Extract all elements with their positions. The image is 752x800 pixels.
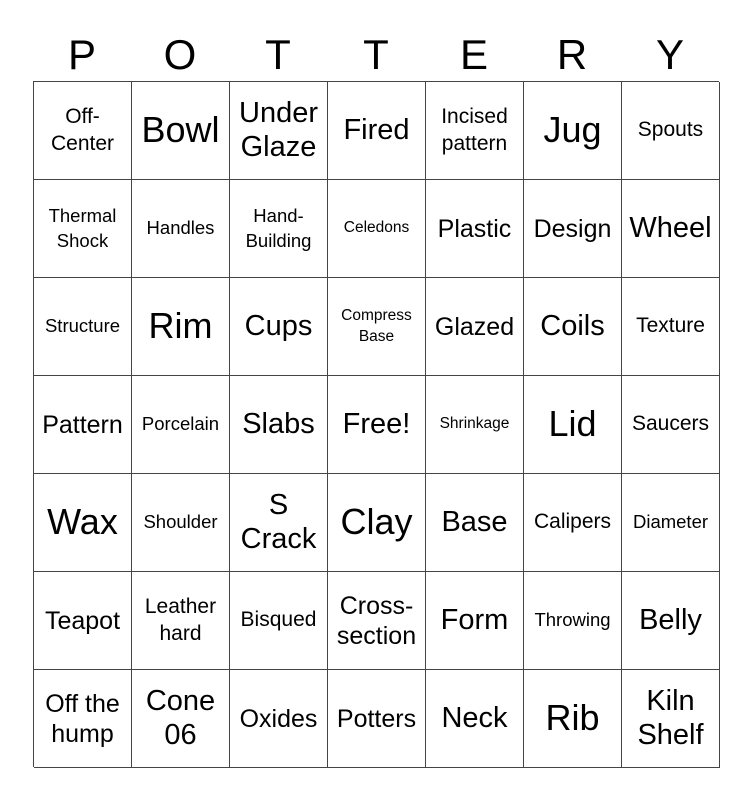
- bingo-cell: [328, 278, 426, 376]
- bingo-cell: [230, 572, 328, 670]
- bingo-cell: [524, 82, 622, 180]
- cell-text: Cups: [244, 309, 313, 342]
- bingo-cell: [328, 376, 426, 474]
- cell-text: Pattern: [42, 410, 123, 439]
- cell-text: Compress Base: [341, 307, 412, 345]
- bingo-cell: [328, 572, 426, 670]
- cell-text: Diameter: [632, 511, 709, 533]
- bingo-cell: [524, 670, 622, 768]
- cell-text: Spouts: [637, 118, 704, 142]
- cell-text: Base: [441, 505, 508, 538]
- cell-text: Jug: [543, 109, 602, 151]
- bingo-header: [33, 30, 719, 80]
- cell-text: Bisqued: [240, 608, 317, 632]
- cell-text: Calipers: [533, 510, 612, 534]
- bingo-cell: [34, 474, 132, 572]
- bingo-cell: [426, 82, 524, 180]
- bingo-cell: [426, 474, 524, 572]
- bingo-cell: [132, 474, 230, 572]
- bingo-cell: [34, 572, 132, 670]
- cell-text: Potters: [336, 704, 417, 733]
- bingo-cell: [524, 376, 622, 474]
- bingo-cell: [328, 82, 426, 180]
- bingo-cell: [230, 180, 328, 278]
- bingo-cell: [34, 278, 132, 376]
- bingo-board: [33, 81, 719, 767]
- cell-text: Handles: [146, 217, 215, 239]
- cell-text: Kiln Shelf: [637, 685, 704, 751]
- bingo-cell: [34, 670, 132, 768]
- bingo-cell: [622, 376, 720, 474]
- cell-text: Porcelain: [141, 413, 220, 435]
- cell-text: Belly: [639, 603, 702, 636]
- cell-text: Rib: [545, 697, 600, 739]
- bingo-cell: [426, 376, 524, 474]
- bingo-cell: [524, 572, 622, 670]
- cell-text: Clay: [340, 501, 413, 543]
- cell-text: Fired: [343, 113, 410, 146]
- bingo-cell: [622, 572, 720, 670]
- bingo-cell: [132, 670, 230, 768]
- cell-text: Celedons: [343, 219, 410, 237]
- bingo-cell: [426, 278, 524, 376]
- bingo-cell: [230, 474, 328, 572]
- bingo-cell: [230, 670, 328, 768]
- bingo-cell: [132, 376, 230, 474]
- cell-text: Oxides: [239, 704, 318, 733]
- bingo-cell: [230, 278, 328, 376]
- bingo-cell: [524, 180, 622, 278]
- bingo-cell: [328, 670, 426, 768]
- bingo-cell: [132, 278, 230, 376]
- cell-text: Cross-section: [336, 591, 417, 650]
- cell-text: Design: [533, 214, 612, 243]
- cell-text: Coils: [540, 309, 605, 342]
- bingo-cell: [34, 180, 132, 278]
- cell-text: Texture: [636, 314, 705, 338]
- bingo-cell: [622, 180, 720, 278]
- bingo-cell: [622, 278, 720, 376]
- cell-text: Wax: [47, 501, 118, 543]
- bingo-cell: [426, 572, 524, 670]
- bingo-cell: [524, 474, 622, 572]
- cell-text: Rim: [148, 305, 213, 347]
- bingo-cell: [328, 474, 426, 572]
- cell-text: Lid: [548, 403, 597, 445]
- header-letter: T: [265, 31, 291, 78]
- cell-text: Shoulder: [143, 511, 218, 533]
- cell-text: Free!: [342, 407, 411, 440]
- cell-text: Wheel: [629, 211, 712, 244]
- cell-text: Hand-Building: [245, 204, 312, 251]
- bingo-cell: [328, 180, 426, 278]
- bingo-cell: [622, 82, 720, 180]
- cell-text: Structure: [44, 315, 121, 337]
- cell-text: Bowl: [141, 109, 220, 151]
- cell-text: Teapot: [44, 606, 121, 635]
- cell-text: Plastic: [437, 214, 512, 243]
- cell-text: Off the hump: [45, 689, 120, 748]
- bingo-cell: [132, 82, 230, 180]
- bingo-cell: [132, 572, 230, 670]
- bingo-cell: [426, 180, 524, 278]
- cell-text: Saucers: [631, 412, 710, 436]
- cell-text: Thermal Shock: [48, 204, 117, 251]
- bingo-cell: [622, 474, 720, 572]
- cell-text: Glazed: [434, 312, 515, 341]
- cell-text: Off-Center: [50, 105, 115, 155]
- cell-text: Leather hard: [144, 595, 217, 645]
- cell-text: Neck: [441, 701, 508, 734]
- cell-text: Cone 06: [145, 685, 216, 751]
- bingo-cell: [230, 82, 328, 180]
- bingo-cell: [34, 376, 132, 474]
- cell-text: Shrinkage: [439, 415, 510, 433]
- cell-text: Under Glaze: [239, 97, 318, 163]
- header-letter: E: [459, 31, 488, 78]
- bingo-cell: [34, 82, 132, 180]
- cell-text: Form: [440, 603, 509, 636]
- bingo-cell: [132, 180, 230, 278]
- bingo-cell: [524, 278, 622, 376]
- header-letter: P: [67, 31, 96, 78]
- cell-text: S Crack: [240, 489, 317, 555]
- cell-text: Incised pattern: [441, 105, 508, 155]
- bingo-cell: [622, 670, 720, 768]
- bingo-cell: [426, 670, 524, 768]
- cell-text: Slabs: [242, 407, 315, 440]
- header-letter: Y: [655, 31, 684, 78]
- bingo-cell: [230, 376, 328, 474]
- header-letter: O: [163, 31, 197, 78]
- header-letter: R: [556, 31, 588, 78]
- header-letter: T: [363, 31, 389, 78]
- cell-text: Throwing: [534, 609, 611, 631]
